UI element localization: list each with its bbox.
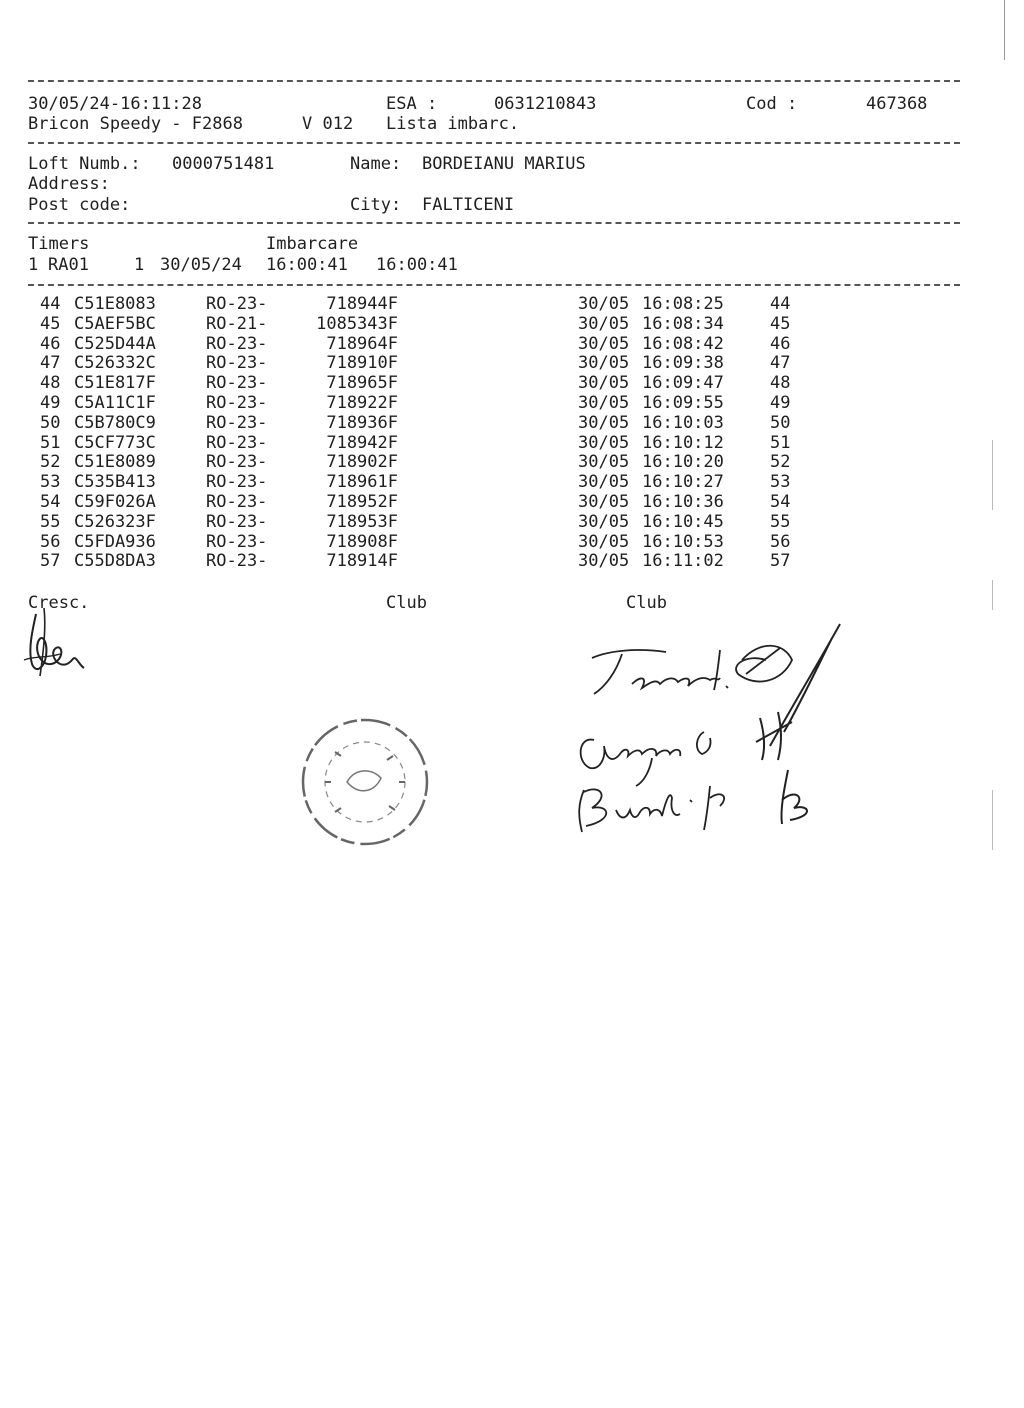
- chip-id: C51E817F: [74, 373, 156, 394]
- club-label: Club: [386, 593, 427, 613]
- chip-id: C5A11C1F: [74, 393, 156, 413]
- arrival-time: 16:09:55: [642, 393, 724, 413]
- row-number-right: 52: [770, 452, 791, 473]
- arrival-date: 30/05: [578, 511, 630, 532]
- city-value: FALTICENI: [422, 195, 515, 215]
- row-number-right: 45: [770, 313, 791, 334]
- row-number-right: 57: [770, 551, 791, 572]
- version: V 012: [302, 114, 354, 134]
- timer-count: 1: [134, 255, 145, 275]
- arrival-time: 16:10:03: [642, 412, 724, 433]
- list-row: [0, 353, 1000, 373]
- divider: [28, 284, 960, 286]
- row-number: 55: [40, 511, 61, 532]
- ring-number: 718961F: [326, 472, 398, 493]
- chip-id: C5B780C9: [74, 412, 156, 433]
- row-number: 44: [40, 294, 61, 314]
- list-row: [0, 294, 1000, 314]
- ring-prefix: RO-23-: [206, 511, 268, 532]
- ring-prefix: RO-23-: [206, 551, 268, 572]
- row-number: 52: [40, 452, 61, 473]
- row-number-right: 46: [770, 333, 791, 354]
- arrival-date: 30/05: [578, 393, 630, 413]
- row-number-right: 56: [770, 531, 791, 552]
- row-number-right: 55: [770, 511, 791, 532]
- ring-prefix: RO-23-: [206, 333, 268, 354]
- list-row: [0, 314, 1000, 334]
- cod-label: Cod :: [746, 94, 798, 114]
- arrival-time: 16:09:38: [642, 353, 724, 374]
- row-number-right: 48: [770, 373, 791, 394]
- scan-edge: [992, 580, 993, 610]
- arrival-time: 16:10:45: [642, 511, 724, 532]
- list-row: [0, 334, 1000, 354]
- list-title: Lista imbarc.: [386, 114, 520, 134]
- ring-number: 718914F: [326, 551, 398, 572]
- chip-id: C5FDA936: [74, 531, 156, 552]
- city-label: City:: [350, 195, 402, 215]
- list-row: [0, 512, 1000, 532]
- name-label: Name:: [350, 154, 402, 174]
- row-number: 57: [40, 551, 61, 572]
- esa-label: ESA :: [386, 94, 438, 114]
- divider: [28, 222, 960, 224]
- timer-id: RA01: [48, 255, 89, 275]
- timer-date: 30/05/24: [160, 255, 242, 275]
- chip-id: C51E8083: [74, 294, 156, 314]
- list-row: [0, 373, 1000, 393]
- arrival-date: 30/05: [578, 353, 630, 374]
- chip-id: C51E8089: [74, 452, 156, 473]
- list-row: [0, 551, 1000, 571]
- arrival-date: 30/05: [578, 333, 630, 354]
- ring-number: 718908F: [326, 531, 398, 552]
- timer-end: 16:00:41: [376, 255, 458, 275]
- timer-index: 1: [28, 255, 39, 275]
- chip-id: C526323F: [74, 511, 156, 532]
- esa-value: 0631210843: [494, 94, 597, 114]
- chip-id: C525D44A: [74, 333, 156, 354]
- arrival-time: 16:10:36: [642, 492, 724, 512]
- row-number: 49: [40, 393, 61, 413]
- ring-prefix: RO-23-: [206, 492, 268, 512]
- ring-prefix: RO-23-: [206, 412, 268, 433]
- arrival-date: 30/05: [578, 412, 630, 433]
- row-number-right: 51: [770, 432, 791, 453]
- chip-id: C55D8DA3: [74, 551, 156, 572]
- arrival-time: 16:08:42: [642, 333, 724, 354]
- loft-number: 0000751481: [172, 154, 275, 174]
- ring-number: 718902F: [326, 452, 398, 473]
- breeder-signature: [14, 602, 94, 682]
- postcode-label: Post code:: [28, 195, 131, 215]
- chip-id: C59F026A: [74, 492, 156, 512]
- club-stamp: [295, 712, 435, 852]
- ring-number: 718944F: [326, 294, 398, 314]
- row-number: 45: [40, 313, 61, 334]
- row-number: 48: [40, 373, 61, 394]
- ring-number: 718922F: [326, 393, 398, 413]
- row-number: 50: [40, 412, 61, 433]
- row-number-right: 49: [770, 393, 791, 413]
- ring-prefix: RO-23-: [206, 452, 268, 473]
- ring-prefix: RO-23-: [206, 353, 268, 374]
- chip-id: C5AEF5BC: [74, 313, 156, 334]
- row-number: 54: [40, 492, 61, 512]
- ring-prefix: RO-23-: [206, 531, 268, 552]
- arrival-date: 30/05: [578, 313, 630, 334]
- arrival-date: 30/05: [578, 531, 630, 552]
- ring-prefix: RO-23-: [206, 472, 268, 493]
- list-row: [0, 472, 1000, 492]
- ring-number: 718953F: [326, 511, 398, 532]
- divider: [28, 80, 960, 82]
- row-number-right: 47: [770, 353, 791, 374]
- arrival-date: 30/05: [578, 452, 630, 473]
- ring-prefix: RO-23-: [206, 432, 268, 453]
- arrival-date: 30/05: [578, 492, 630, 512]
- timers-label: Timers: [28, 234, 90, 254]
- ring-number: 1085343F: [316, 313, 398, 334]
- ring-prefix: RO-21-: [206, 313, 268, 334]
- row-number-right: 50: [770, 412, 791, 433]
- arrival-time: 16:08:25: [642, 294, 724, 314]
- row-number-right: 44: [770, 294, 791, 314]
- chip-id: C5CF773C: [74, 432, 156, 453]
- arrival-time: 16:10:12: [642, 432, 724, 453]
- imbarcare-label: Imbarcare: [266, 234, 359, 254]
- arrival-time: 16:10:53: [642, 531, 724, 552]
- timer-start: 16:00:41: [266, 255, 348, 275]
- row-number-right: 53: [770, 472, 791, 493]
- arrival-date: 30/05: [578, 432, 630, 453]
- owner-name: BORDEIANU MARIUS: [422, 154, 586, 174]
- row-number: 47: [40, 353, 61, 374]
- ring-number: 718942F: [326, 432, 398, 453]
- breeder-label: Cresc.: [28, 593, 90, 613]
- address-label: Address:: [28, 174, 110, 194]
- list-row: [0, 413, 1000, 433]
- scan-edge: [1004, 0, 1005, 60]
- row-number-right: 54: [770, 492, 791, 512]
- device-name: Bricon Speedy - F2868: [28, 114, 243, 134]
- ring-number: 718952F: [326, 492, 398, 512]
- ring-prefix: RO-23-: [206, 373, 268, 394]
- ring-number: 718910F: [326, 353, 398, 374]
- ring-prefix: RO-23-: [206, 393, 268, 413]
- row-number: 46: [40, 333, 61, 354]
- chip-id: C535B413: [74, 472, 156, 493]
- arrival-time: 16:09:47: [642, 373, 724, 394]
- arrival-date: 30/05: [578, 551, 630, 572]
- print-datetime: 30/05/24-16:11:28: [28, 94, 202, 114]
- arrival-date: 30/05: [578, 472, 630, 493]
- list-row: [0, 433, 1000, 453]
- row-number: 53: [40, 472, 61, 493]
- divider: [28, 142, 960, 144]
- cod-value: 467368: [866, 94, 928, 114]
- club-signatures: [570, 620, 860, 840]
- ring-number: 718965F: [326, 373, 398, 394]
- list-row: [0, 492, 1000, 512]
- arrival-time: 16:10:20: [642, 452, 724, 473]
- arrival-time: 16:11:02: [642, 551, 724, 572]
- list-row: [0, 452, 1000, 472]
- club-label: Club: [626, 593, 667, 613]
- arrival-time: 16:08:34: [642, 313, 724, 334]
- list-row: [0, 532, 1000, 552]
- row-number: 56: [40, 531, 61, 552]
- arrival-date: 30/05: [578, 373, 630, 394]
- arrival-date: 30/05: [578, 294, 630, 314]
- loft-label: Loft Numb.:: [28, 154, 141, 174]
- list-row: [0, 393, 1000, 413]
- scan-edge: [992, 790, 993, 850]
- ring-number: 718964F: [326, 333, 398, 354]
- row-number: 51: [40, 432, 61, 453]
- ring-prefix: RO-23-: [206, 294, 268, 314]
- chip-id: C526332C: [74, 353, 156, 374]
- arrival-time: 16:10:27: [642, 472, 724, 493]
- ring-number: 718936F: [326, 412, 398, 433]
- scan-edge: [992, 440, 993, 510]
